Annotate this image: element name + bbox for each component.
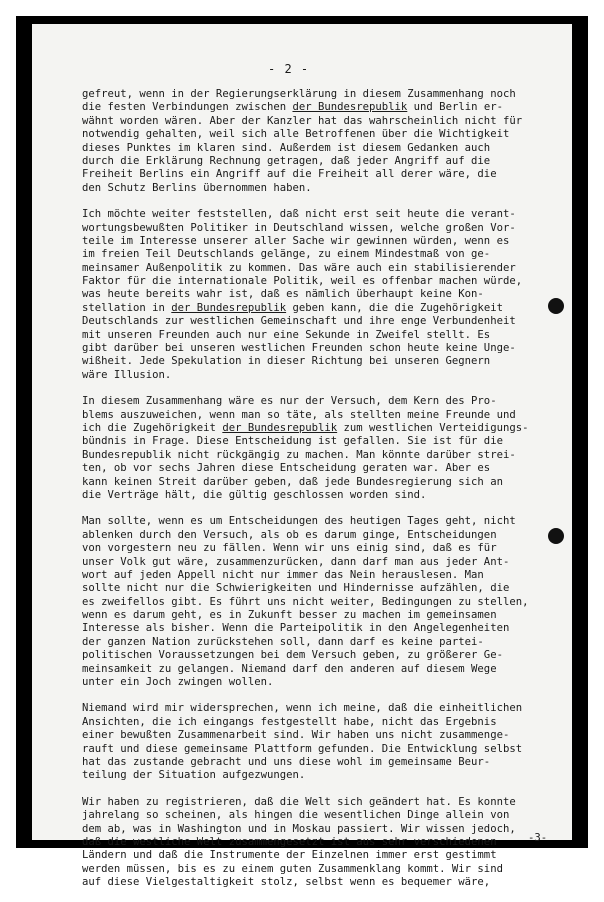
text-line: meinsamkeit zu gelangen. Niemand darf den anderen auf diesem Wege [82, 662, 497, 675]
text-line: meinsamer Außenpolitik zu kommen. Das wäre auch ein stabilisierender [82, 261, 516, 274]
underlined-phrase: der Bundesrepublik [222, 421, 338, 434]
text-line: von vorgestern neu zu fällen. Wenn wir uns einig sind, daß es für [82, 542, 497, 555]
text-line: unser Volk gut wäre, zusammenzurücken, dann darf man aus jeder Ant- [82, 555, 510, 568]
text-line: wort auf jeden Appell nicht nur immer das Nein herauslesen. Man [82, 568, 484, 581]
text-line: bündnis in Frage. Diese Entscheidung ist gefallen. Sie ist für die [82, 435, 503, 448]
text-line: die Verträge hält, die gültig geschlossen worden sind. [82, 488, 427, 501]
paragraph [82, 796, 572, 890]
text-line: wähnt worden wären. Aber der Kanzler hat das wahrscheinlich nicht für [82, 114, 523, 127]
text-line: wenn es darum geht, es in Zukunft besser zu machen im gemeinsamen [82, 609, 497, 622]
text-line: gibt darüber bei unseren westlichen Freunden schon heute keine Unge- [82, 342, 516, 355]
text-line: Deutschlands zur westlichen Gemeinschaft und ihre enge Verbundenheit [82, 315, 516, 328]
text-line: den Schutz Berlins übernommen haben. [82, 181, 312, 194]
text-line: Bundesrepublik nicht rückgängig zu machen. Man könnte darüber strei- [82, 448, 516, 461]
text-line: im freien Teil Deutschlands gelänge, zu einem Mindestmaß von ge- [82, 248, 491, 261]
text-line: wißheit. Jede Spekulation in dieser Richtung bei unseren Gegnern [82, 355, 491, 368]
text-line: daß die westliche Welt zusammengesetzt ist aus sehr verschiedenen [82, 835, 497, 848]
paragraph [82, 395, 572, 502]
text-line: der ganzen Nation zurückstehen soll, dann darf es keine partei- [82, 635, 484, 648]
text-line: stellation in der Bundesrepublik geben kann, die die Zugehörigkeit [82, 301, 503, 314]
underlined-phrase: der Bundesrepublik [292, 101, 408, 114]
text-line: ich die Zugehörigkeit der Bundesrepublik zum westlichen Verteidigungs- [82, 421, 529, 434]
text-line: In diesem Zusammenhang wäre es nur der Versuch, dem Kern des Pro- [82, 395, 497, 408]
paragraph [82, 88, 572, 195]
text-line: Interesse als bisher. Wenn die Parteipolitik in den Angelegenheiten [82, 622, 510, 635]
text-line: werden müssen, bis es zu einem guten Zusammenklang kommt. Wir sind [82, 862, 503, 875]
text-line: Ländern und daß die Instrumente der Einzelnen immer erst gestimmt [82, 849, 497, 862]
text-line: auf diese Vielgestaltigkeit stolz, selbst wenn es bequemer wäre, [82, 876, 491, 889]
text-line: was heute bereits wahr ist, daß es nämlich überhaupt keine Kon- [82, 288, 484, 301]
document-body [82, 88, 572, 902]
text-line: kann keinen Streit darüber geben, daß jede Bundesregierung sich an [82, 475, 503, 488]
text-line: ablenken durch den Versuch, als ob es darum ginge, Entscheidungen [82, 528, 497, 541]
text-line: rauft und diese gemeinsame Plattform gefunden. Die Entwicklung selbst [82, 742, 523, 755]
text-line: wäre Illusion. [82, 368, 172, 381]
text-line: sollte nicht nur die Schwierigkeiten und Hindernisse aufzählen, die [82, 582, 510, 595]
text-line: Wir haben zu registrieren, daß die Welt sich geändert hat. Es konnte [82, 795, 516, 808]
text-line: teile im Interesse unserer aller Sache wir gewinnen würden, wenn es [82, 234, 510, 247]
page-number: - 2 - [268, 62, 310, 76]
next-page-marker: -3- [528, 832, 548, 844]
text-line: Freiheit Berlins ein Angriff auf die Freiheit all derer wäre, die [82, 168, 497, 181]
punch-hole [548, 528, 564, 544]
text-line: hat das zustande gebracht und uns diese wohl im gemeinsame Beur- [82, 755, 491, 768]
text-line: einer bewußten Zusammenarbeit sind. Wir haben uns nicht zusammenge- [82, 729, 510, 742]
paragraph [82, 702, 572, 782]
text-line: Ansichten, die ich eingangs festgestellt habe, nicht das Ergebnis [82, 715, 497, 728]
text-line: durch die Erklärung Rechnung getragen, daß jeder Angriff auf die [82, 154, 491, 167]
paragraph [82, 208, 572, 382]
text-line: notwendig gehalten, weil sich alle Betroffenen über die Wichtigkeit [82, 128, 510, 141]
text-line: wortungsbewußten Politiker in Deutschland wissen, welche großen Vor- [82, 221, 516, 234]
text-line: politischen Voraussetzungen bei dem Versuch geben, zu größerer Ge- [82, 649, 503, 662]
punch-hole [548, 298, 564, 314]
text-line: die festen Verbindungen zwischen der Bundesrepublik und Berlin er- [82, 101, 503, 114]
text-line: dieses Punktes im klaren sind. Außerdem ist diesem Gedanken auch [82, 141, 491, 154]
text-line: Man sollte, wenn es um Entscheidungen des heutigen Tages geht, nicht [82, 515, 516, 528]
text-line: unter ein Joch zwingen wollen. [82, 676, 274, 689]
text-line: gefreut, wenn in der Regierungserklärung in diesem Zusammenhang noch [82, 88, 516, 100]
paragraph [82, 515, 572, 689]
text-line: teilung der Situation aufgezwungen. [82, 769, 306, 782]
text-line: Faktor für die internationale Politik, weil es offenbar machen würde, [82, 275, 523, 288]
text-line: es zweifellos gibt. Es führt uns nicht weiter, Bedingungen zu stellen, [82, 595, 529, 608]
text-line: ten, ob vor sechs Jahren diese Entscheidung geraten war. Aber es [82, 462, 491, 475]
text-line: mit unseren Freunden auch nur eine Sekunde in Zweifel stellt. Es [82, 328, 491, 341]
text-line: blems auszuweichen, wenn man so täte, als stellten meine Freunde und [82, 408, 516, 421]
text-line: Niemand wird mir widersprechen, wenn ich meine, daß die einheitlichen [82, 702, 523, 715]
text-line: jahrelang so scheinen, als hingen die wesentlichen Dinge allein von [82, 809, 510, 822]
text-line: dem ab, was in Washington und in Moskau passiert. Wir wissen jedoch, [82, 822, 516, 835]
text-line: Ich möchte weiter feststellen, daß nicht erst seit heute die verant- [82, 208, 516, 221]
underlined-phrase: der Bundesrepublik [171, 301, 287, 314]
